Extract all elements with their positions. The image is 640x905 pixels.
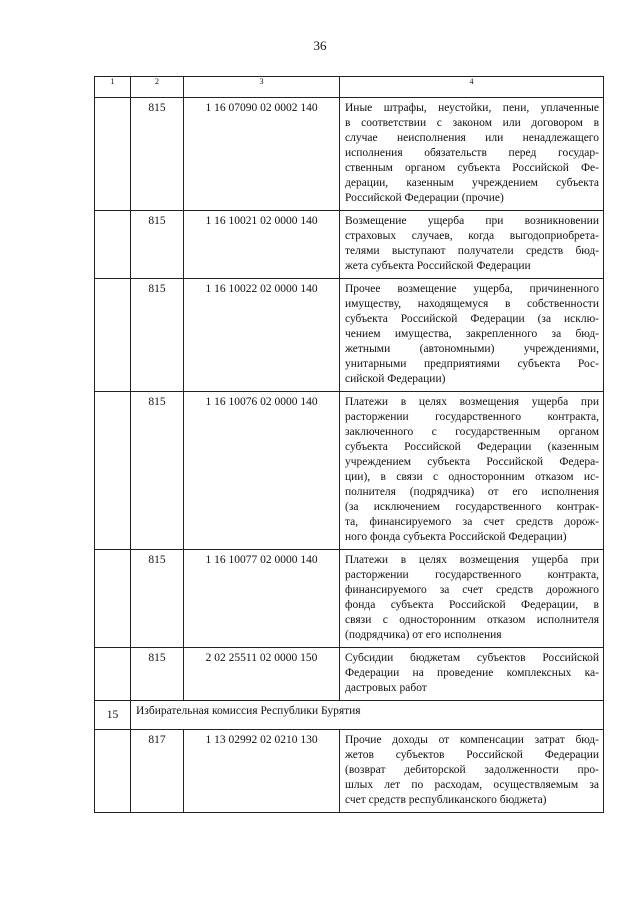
revenue-code-cell: 1 16 10022 02 0000 140 — [184, 279, 340, 392]
row-number-cell — [95, 730, 131, 813]
revenue-description-cell — [340, 392, 604, 550]
revenue-description-cell — [340, 279, 604, 392]
description-line: (возврат дебиторской задолженности про- — [345, 764, 599, 776]
description-line: связи с односторонним отказом исполнителя — [345, 614, 599, 626]
table-row — [95, 550, 604, 648]
revenue-code-cell: 1 16 10021 02 0000 140 — [184, 211, 340, 279]
admin-code-cell: 815 — [131, 648, 184, 701]
revenue-code-cell: 1 13 02992 02 0210 130 — [184, 730, 340, 813]
description-line: ного фонда субъекта Российской Федерации) — [345, 531, 567, 543]
description-line: чением имущества, закрепленного за бюд- — [345, 328, 599, 340]
admin-code-cell: 815 — [131, 279, 184, 392]
section-row — [95, 701, 604, 730]
description-line: Российской Федерации (прочие) — [345, 192, 504, 204]
description-line: (за исключением государственного контрак- — [345, 501, 599, 513]
description-line: дастровых работ — [345, 682, 427, 694]
row-number-cell — [95, 392, 131, 550]
description-line: Платежи в целях возмещения ущерба при — [345, 554, 599, 566]
revenue-description-cell — [340, 648, 604, 701]
section-number: 15 — [95, 701, 131, 730]
description-line: та, финансируемого за счет средств дорож- — [345, 516, 599, 528]
revenue-code-cell: 1 16 07090 02 0002 140 — [184, 98, 340, 211]
row-number-cell — [95, 279, 131, 392]
description-line: фонда субъекта Российской Федерации, в — [345, 599, 599, 611]
revenue-description-cell — [340, 550, 604, 648]
table-header-row — [95, 77, 604, 98]
header-col-1: 1 — [95, 77, 131, 98]
description-line: субъекта Российской Федерации (за исклю- — [345, 313, 599, 325]
description-line: ции), в связи с односторонним отказом ис- — [345, 471, 599, 483]
description-line: финансируемого за счет средств дорожного — [345, 584, 599, 596]
description-line: исполнения обязательств перед государ- — [345, 147, 599, 159]
description-line: ственным органом субъекта Российской Фе- — [345, 162, 599, 174]
description-line: сийской Федерации) — [345, 373, 446, 385]
description-line: жетными (автономными) учреждениями, — [345, 343, 599, 355]
description-line: случае неисполнения или ненадлежащего — [345, 132, 599, 144]
description-line: в соответствии с законом или договором в — [345, 117, 599, 129]
description-line: заключенного с государственным органом — [345, 426, 599, 438]
description-line: Федерации на проведение комплексных ка- — [345, 667, 599, 679]
description-line: (подрядчика) от его исполнения — [345, 629, 502, 641]
description-line: Иные штрафы, неустойки, пени, уплаченные — [345, 102, 599, 114]
table-row — [95, 211, 604, 279]
table-row — [95, 98, 604, 211]
description-line: Платежи в целях возмещения ущерба при — [345, 396, 599, 408]
description-line: унитарными предприятиями субъекта Рос- — [345, 358, 599, 370]
page-number: 36 — [313, 38, 327, 53]
description-line: страховых случаев, когда выгодоприобрета- — [345, 230, 599, 242]
description-line: счет средств республиканского бюджета) — [345, 794, 547, 806]
description-line: дерации, казенным учреждением субъекта — [345, 177, 599, 189]
header-col-2: 2 — [131, 77, 184, 98]
revenue-description-cell — [340, 211, 604, 279]
revenue-code-cell: 2 02 25511 02 0000 150 — [184, 648, 340, 701]
row-number-cell — [95, 550, 131, 648]
description-line: шлых лет по расходам, осуществляемым за — [345, 779, 599, 791]
description-line: Возмещение ущерба при возникновении — [345, 215, 599, 227]
section-title: Избирательная комиссия Республики Бурятия — [131, 701, 604, 730]
revenue-code-cell: 1 16 10076 02 0000 140 — [184, 392, 340, 550]
description-line: имуществу, находящемуся в собственности — [345, 298, 599, 310]
table-row — [95, 648, 604, 701]
revenue-code-cell: 1 16 10077 02 0000 140 — [184, 550, 340, 648]
admin-code-cell: 815 — [131, 392, 184, 550]
description-line: полнителя (подрядчика) от его исполнения — [345, 486, 599, 498]
description-line: учреждением субъекта Российской Федера- — [345, 456, 599, 468]
description-line: жетов субъектов Российской Федерации — [345, 749, 599, 761]
description-line: Субсидии бюджетам субъектов Российской — [345, 652, 599, 664]
admin-code-cell: 815 — [131, 550, 184, 648]
description-line: расторжении государственного контракта, — [345, 569, 599, 581]
table-row — [95, 392, 604, 550]
description-line: телями выступают получатели средств бюд- — [345, 245, 599, 257]
revenue-table — [94, 76, 604, 813]
row-number-cell — [95, 211, 131, 279]
revenue-description-cell — [340, 98, 604, 211]
table-row — [95, 279, 604, 392]
description-line: субъекта Российской Федерации (казенным — [345, 441, 599, 453]
description-line: Прочие доходы от компенсации затрат бюд- — [345, 734, 599, 746]
description-line: Прочее возмещение ущерба, причиненного — [345, 283, 599, 295]
description-line: жета субъекта Российской Федерации — [345, 260, 531, 272]
header-col-3: 3 — [184, 77, 340, 98]
admin-code-cell: 815 — [131, 211, 184, 279]
row-number-cell — [95, 648, 131, 701]
table-row — [95, 730, 604, 813]
header-col-4: 4 — [340, 77, 604, 98]
revenue-description-cell — [340, 730, 604, 813]
admin-code-cell: 817 — [131, 730, 184, 813]
row-number-cell — [95, 98, 131, 211]
admin-code-cell: 815 — [131, 98, 184, 211]
description-line: расторжении государственного контракта, — [345, 411, 599, 423]
